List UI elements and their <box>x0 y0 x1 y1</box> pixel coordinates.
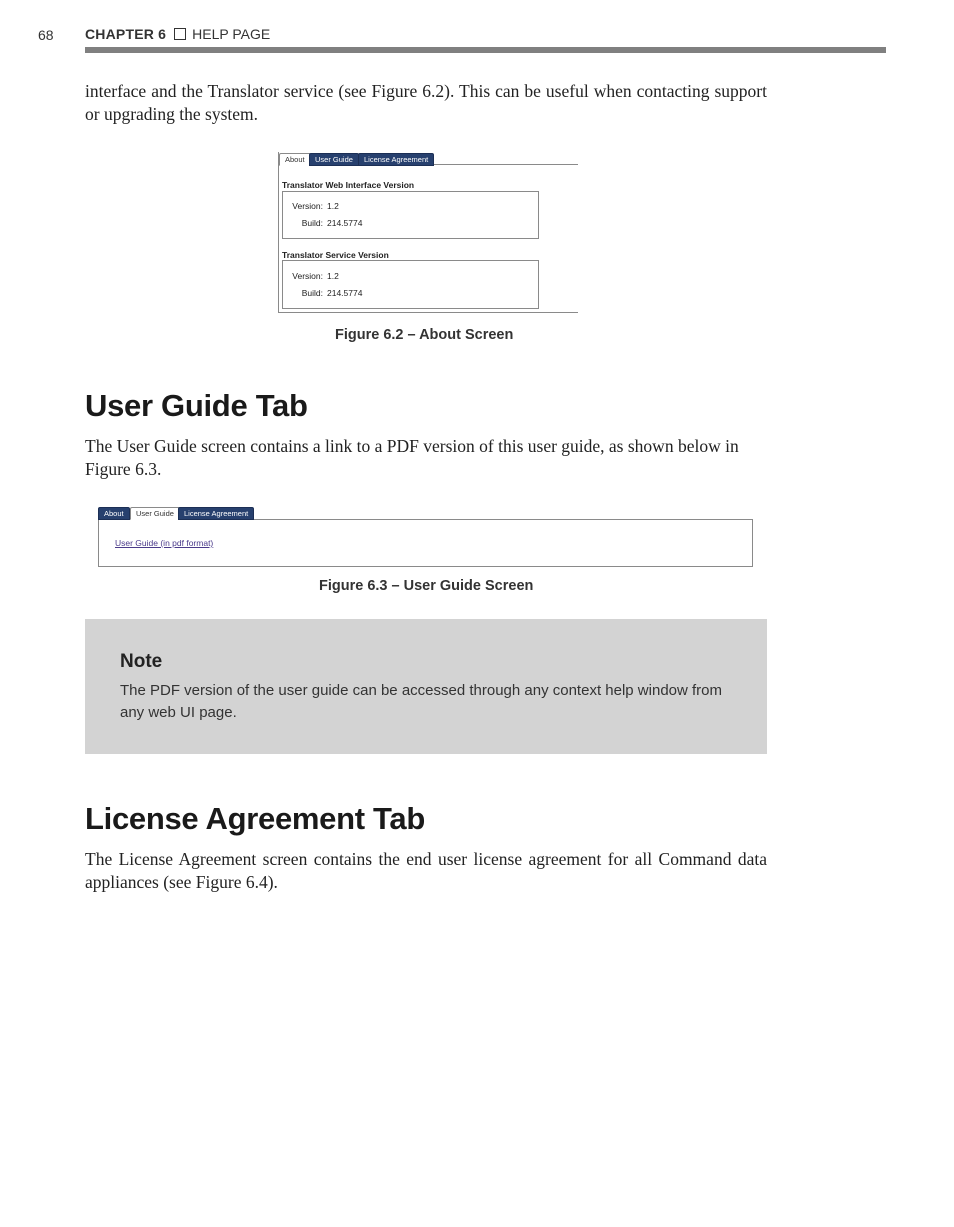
header-rule <box>85 47 886 53</box>
license-agreement-paragraph: The License Agreement screen contains the end user license agreement for all Command data appliances (see Figure 6.4). <box>85 849 767 892</box>
service-build-row <box>283 288 362 298</box>
build-label: Build: <box>301 218 323 228</box>
user-guide-panel <box>98 519 753 567</box>
version-label: Version: <box>292 271 323 281</box>
tab-user-guide[interactable]: User Guide <box>130 507 180 520</box>
figure-6-2-caption: Figure 6.2 – About Screen <box>335 327 514 343</box>
figure-6-3-caption: Figure 6.3 – User Guide Screen <box>319 578 534 594</box>
user-guide-pdf-link[interactable]: User Guide (in pdf format) <box>115 538 214 548</box>
tab-license-agreement[interactable]: License Agreement <box>178 507 254 520</box>
note-title: Note <box>120 651 163 672</box>
user-guide-paragraph: The User Guide screen contains a link to a PDF version of this user guide, as shown below in Figure 6.3. <box>85 436 739 479</box>
build-value: 214.5774 <box>327 218 363 228</box>
tab-about[interactable]: About <box>279 153 311 166</box>
intro-paragraph: interface and the Translator service (see Figure 6.2). This can be useful when contacting support or upgrading the system. <box>85 81 767 124</box>
page-number: 68 <box>38 27 54 43</box>
note-text: The PDF version of the user guide can be accessed through any context help window from any web UI page. <box>120 682 722 721</box>
version-value: 1.2 <box>327 271 339 281</box>
tab-about[interactable]: About <box>98 507 130 520</box>
web-interface-version-box <box>282 191 539 239</box>
running-header <box>85 26 270 42</box>
user-guide-heading: User Guide Tab <box>85 388 308 423</box>
tab-license-agreement[interactable]: License Agreement <box>358 153 434 166</box>
version-label: Version: <box>292 201 323 211</box>
version-value: 1.2 <box>327 201 339 211</box>
build-value: 214.5774 <box>327 288 363 298</box>
web-interface-version-title: Translator Web Interface Version <box>282 180 415 190</box>
service-version-box <box>282 260 539 309</box>
about-screen-figure <box>278 152 579 314</box>
user-guide-screen-figure <box>98 506 753 567</box>
chapter-label: CHAPTER 6 <box>85 26 167 42</box>
separator-box-icon <box>174 28 186 40</box>
panel-bottom-border <box>278 312 578 313</box>
service-version-title: Translator Service Version <box>282 250 389 260</box>
web-build-row <box>283 218 362 228</box>
panel-left-border <box>278 152 279 312</box>
section-label: HELP PAGE <box>192 26 271 42</box>
service-version-row <box>283 271 339 281</box>
tab-user-guide[interactable]: User Guide <box>309 153 359 166</box>
build-label: Build: <box>301 288 323 298</box>
license-agreement-heading: License Agreement Tab <box>85 801 425 836</box>
web-version-row <box>283 201 339 211</box>
